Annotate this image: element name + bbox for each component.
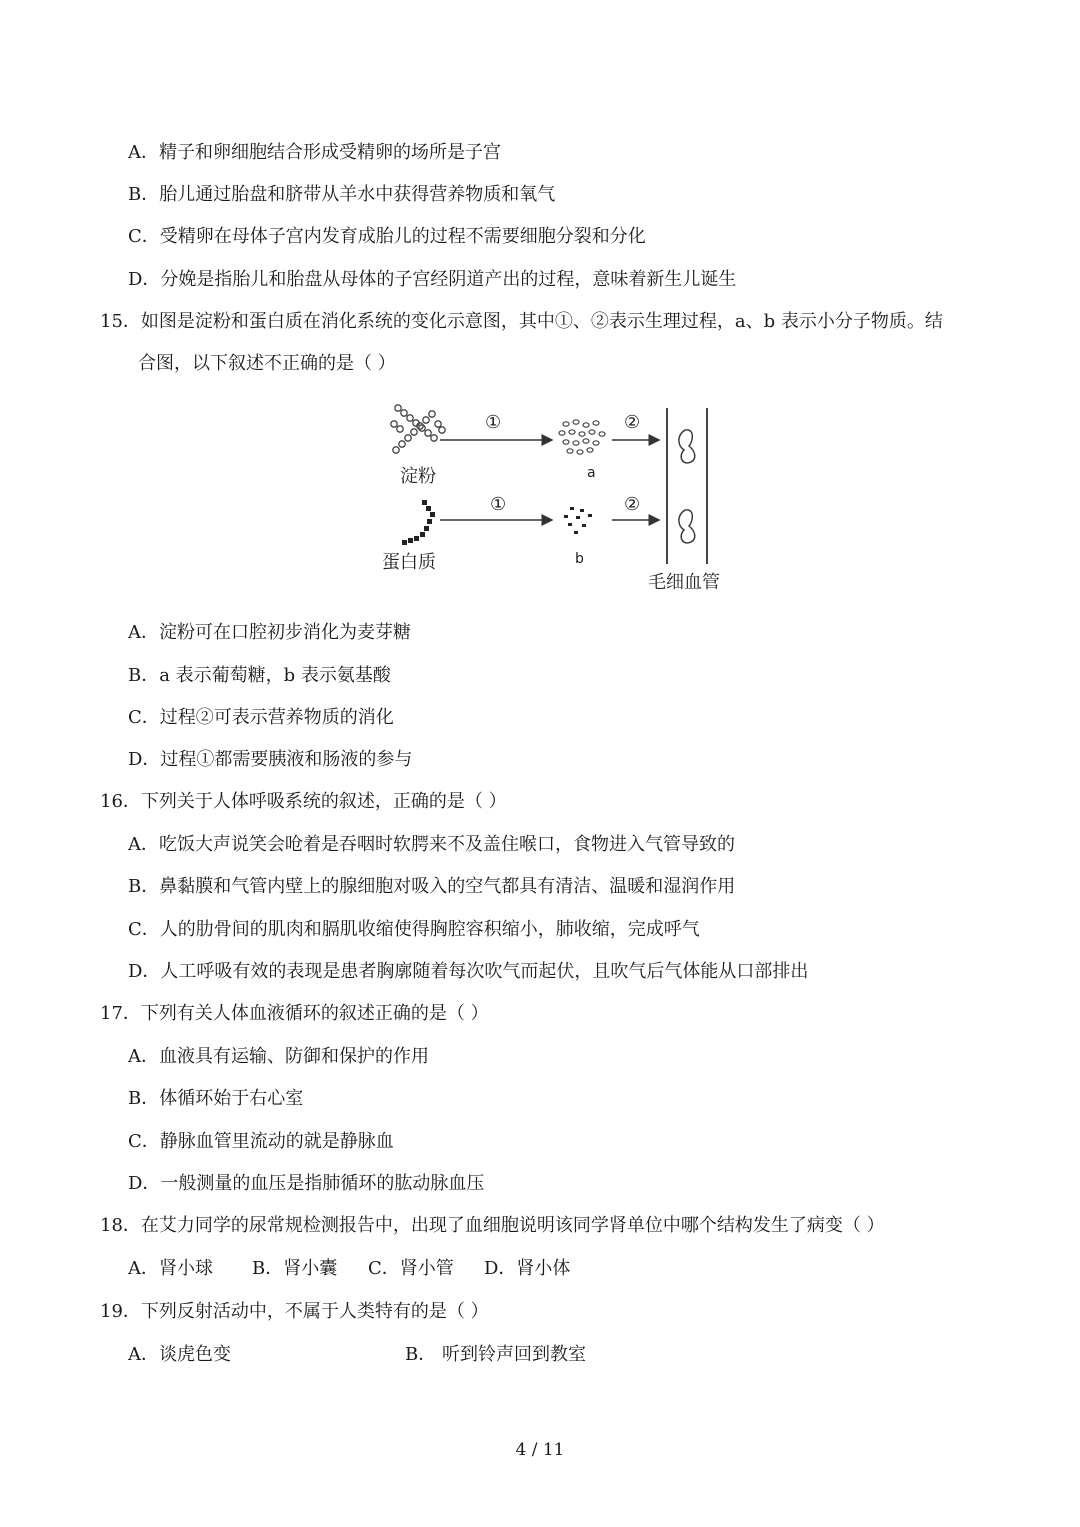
q16-option-a: A．吃饭大声说笑会呛着是吞咽时软腭来不及盖住喉口，食物进入气管导致的 — [128, 834, 735, 855]
q17-stem: 17．下列有关人体血液循环的叙述正确的是（ ） — [100, 1003, 489, 1024]
q14-option-a: A．精子和卵细胞结合形成受精卵的场所是子宫 — [128, 142, 501, 163]
digestion-diagram — [380, 400, 720, 600]
starch-molecule-icon — [391, 405, 445, 453]
q15-stem-line1: 15．如图是淀粉和蛋白质在消化系统的变化示意图，其中①、②表示生理过程，a、b 表示小分子物质。结 — [100, 311, 943, 332]
amino-acid-molecules-icon — [564, 507, 592, 534]
protein-label: 蛋白质 — [382, 552, 436, 573]
step1-label-bottom: ① — [490, 494, 507, 515]
q18-stem: 18．在艾力同学的尿常规检测报告中，出现了血细胞说明该同学肾单位中哪个结构发生了病变（ ） — [100, 1215, 885, 1236]
q18-option-c: C．肾小管 — [368, 1258, 454, 1279]
q16-option-b: B．鼻黏膜和气管内壁上的腺细胞对吸入的空气都具有清洁、温暖和湿润作用 — [128, 876, 736, 897]
q18-option-b: B．肾小囊 — [252, 1258, 338, 1279]
q16-option-c: C．人的肋骨间的肌肉和膈肌收缩使得胸腔容积缩小，肺收缩，完成呼气 — [128, 919, 700, 940]
q19-options-row — [128, 1342, 586, 1368]
q15-option-d: D．过程①都需要胰液和肠液的参与 — [128, 749, 413, 770]
q19-stem: 19．下列反射活动中，不属于人类特有的是（ ） — [100, 1301, 489, 1322]
q14-option-b: B．胎儿通过胎盘和脐带从羊水中获得营养物质和氧气 — [128, 184, 556, 205]
q17-option-c: C．静脉血管里流动的就是静脉血 — [128, 1131, 394, 1152]
q15-stem-line2: 合图，以下叙述不正确的是（ ） — [138, 353, 396, 374]
q17-option-b: B．体循环始于右心室 — [128, 1088, 304, 1109]
a-label: a — [587, 465, 596, 481]
q15-option-a: A．淀粉可在口腔初步消化为麦芽糖 — [128, 622, 411, 643]
q19-option-a: A．谈虎色变 — [128, 1344, 231, 1365]
q18-options-row — [128, 1256, 570, 1282]
q17-option-a: A．血液具有运输、防御和保护的作用 — [128, 1046, 429, 1067]
step1-label-top: ① — [485, 412, 502, 433]
capillary-label: 毛细血管 — [648, 572, 720, 593]
step2-label-bottom: ② — [624, 494, 641, 515]
b-label: b — [575, 551, 584, 567]
q19-option-b: B． 听到铃声回到教室 — [405, 1344, 586, 1365]
page-number: 4 / 11 — [515, 1440, 565, 1460]
q17-option-d: D．一般测量的血压是指肺循环的肱动脉血压 — [128, 1173, 485, 1194]
q15-option-c: C．过程②可表示营养物质的消化 — [128, 707, 394, 728]
glucose-molecules-icon — [559, 420, 605, 454]
q15-option-b: B．a 表示葡萄糖，b 表示氨基酸 — [128, 665, 391, 686]
q16-option-d: D．人工呼吸有效的表现是患者胸廓随着每次吹气而起伏，且吹气后气体能从口部排出 — [128, 961, 809, 982]
q18-option-a: A．肾小球 — [128, 1258, 213, 1279]
protein-molecule-icon — [402, 500, 435, 545]
q18-option-d: D．肾小体 — [484, 1258, 571, 1279]
q14-option-d: D．分娩是指胎儿和胎盘从母体的子宫经阴道产出的过程，意味着新生儿诞生 — [128, 269, 737, 290]
q14-option-c: C．受精卵在母体子宫内发育成胎儿的过程不需要细胞分裂和分化 — [128, 226, 646, 247]
q16-stem: 16．下列关于人体呼吸系统的叙述，正确的是（ ） — [100, 791, 507, 812]
starch-label: 淀粉 — [400, 466, 436, 487]
step2-label-top: ② — [624, 412, 641, 433]
capillary-icon — [667, 408, 707, 564]
